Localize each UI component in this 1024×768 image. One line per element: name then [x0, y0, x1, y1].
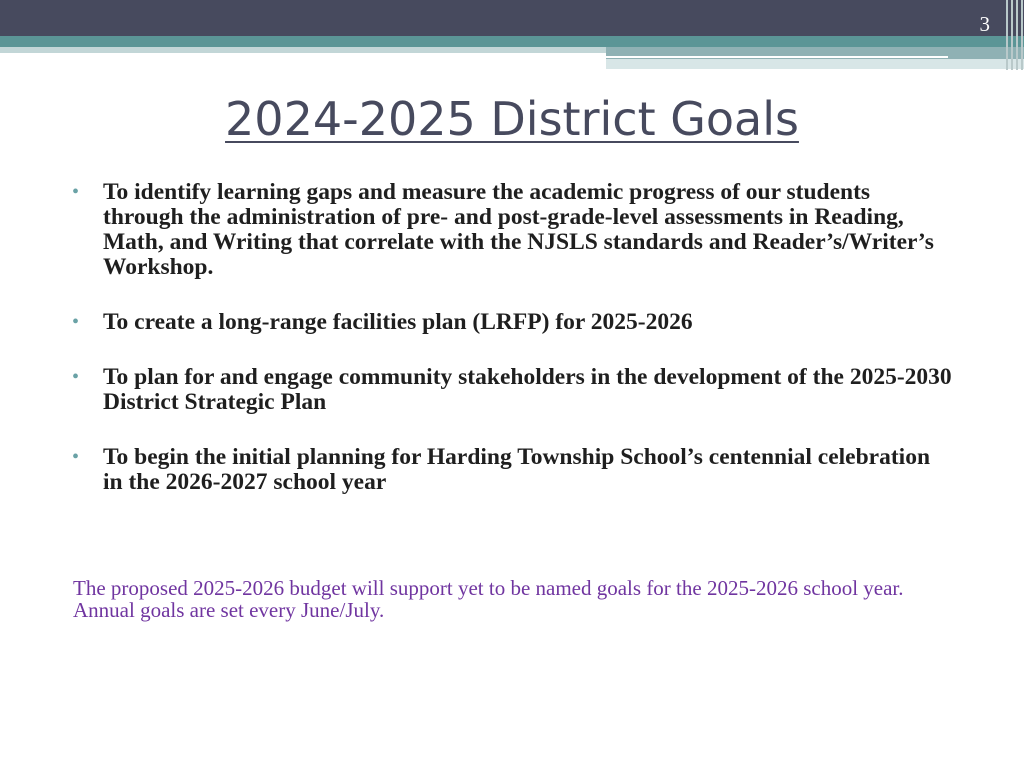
header-divider-line: [606, 56, 948, 58]
goals-list: [72, 180, 952, 525]
goal-item: [72, 365, 952, 415]
goal-item: [72, 310, 952, 335]
bullet-icon: •: [72, 311, 80, 333]
header-accent-band: [0, 36, 1024, 47]
budget-note: The proposed 2025-2026 budget will support yet to be named goals for the 2025-2026 school year. Annual goals are set every June/July.: [73, 576, 904, 622]
goal-text: To begin the initial planning for Harding Township School’s centennial celebration in the 2026-2027 school year: [103, 444, 931, 495]
goal-text: To create a long-range facilities plan (LRFP) for 2025-2026: [103, 309, 693, 335]
bullet-icon: •: [72, 446, 80, 468]
goal-item: [72, 445, 952, 495]
slide-title-text: 2024-2025 District Goals: [225, 92, 799, 146]
bullet-icon: •: [72, 366, 80, 388]
header-step-light-band: [606, 59, 1024, 69]
corner-decoration: [1004, 0, 1024, 70]
goal-text: To plan for and engage community stakeholders in the development of the 2025-2030 District Strategic Plan: [103, 364, 952, 415]
slide-number: 3: [979, 12, 990, 36]
bullet-icon: •: [72, 181, 80, 203]
goal-item: [72, 180, 952, 280]
goal-text: To identify learning gaps and measure the academic progress of our students through the administration of pre- and post-grade-level assessments in Reading, Math, and Writing that correlate with the NJSLS standards and Reader’s/Writer’s Workshop.: [103, 179, 934, 280]
slide-title: [0, 92, 1024, 146]
header-band: [0, 0, 1024, 36]
